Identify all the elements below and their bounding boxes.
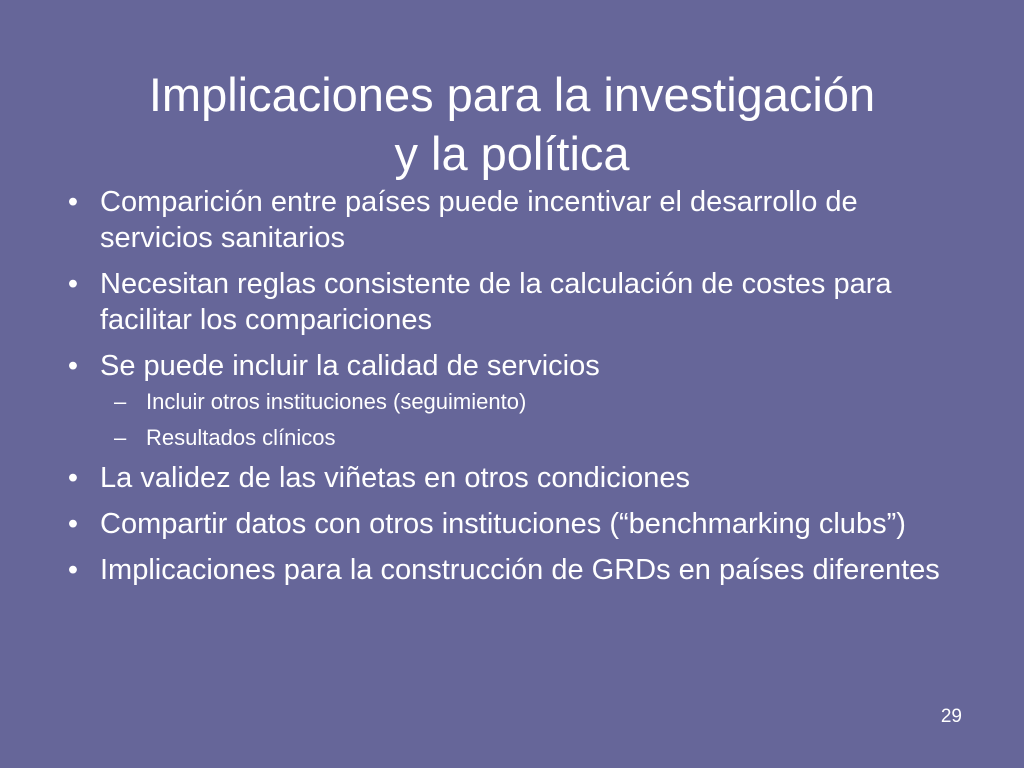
- bullet-glyph: •: [67, 508, 79, 540]
- bullet-text: Implicaciones para la construcción de GRDs en países diferentes: [100, 554, 940, 586]
- bullet-glyph: •: [67, 186, 79, 218]
- bullet-glyph: •: [67, 462, 79, 494]
- sub-bullet-item: [100, 388, 978, 416]
- bullet-list-container: [58, 184, 978, 598]
- bullet-item: [58, 348, 978, 452]
- sub-bullet-item: [100, 424, 978, 452]
- sub-bullet-text: Incluir otros instituciones (seguimiento): [146, 389, 527, 414]
- bullet-item: [58, 552, 978, 588]
- bullet-item: [58, 266, 978, 338]
- bullet-text: Compartir datos con otros instituciones (“benchmarking clubs”): [100, 508, 906, 540]
- bullet-item: [58, 184, 978, 256]
- page-number: 29: [940, 706, 962, 727]
- slide-title-line-1: Implicaciones para la investigación: [148, 68, 876, 122]
- bullet-glyph: •: [67, 350, 79, 382]
- bullet-glyph: •: [67, 268, 79, 300]
- sub-bullet-text: Resultados clínicos: [146, 425, 336, 450]
- bullet-item: [58, 506, 978, 542]
- bullet-text: La validez de las viñetas en otros condiciones: [100, 462, 691, 494]
- sub-bullet-glyph: –: [114, 389, 127, 414]
- sub-bullet-glyph: –: [114, 425, 127, 450]
- bullet-list: [58, 184, 978, 588]
- bullet-text: Necesitan reglas consistente de la calculación de costes para facilitar los compariciones: [100, 268, 892, 336]
- slide-title: [40, 65, 984, 183]
- bullet-text: Se puede incluir la calidad de servicios: [100, 350, 600, 382]
- bullet-glyph: •: [67, 554, 79, 586]
- slide-title-line-2: y la política: [394, 127, 630, 181]
- sub-bullet-list: [100, 388, 978, 452]
- bullet-text: Comparición entre países puede incentivar el desarrollo de servicios sanitarios: [100, 186, 858, 254]
- bullet-item: [58, 460, 978, 496]
